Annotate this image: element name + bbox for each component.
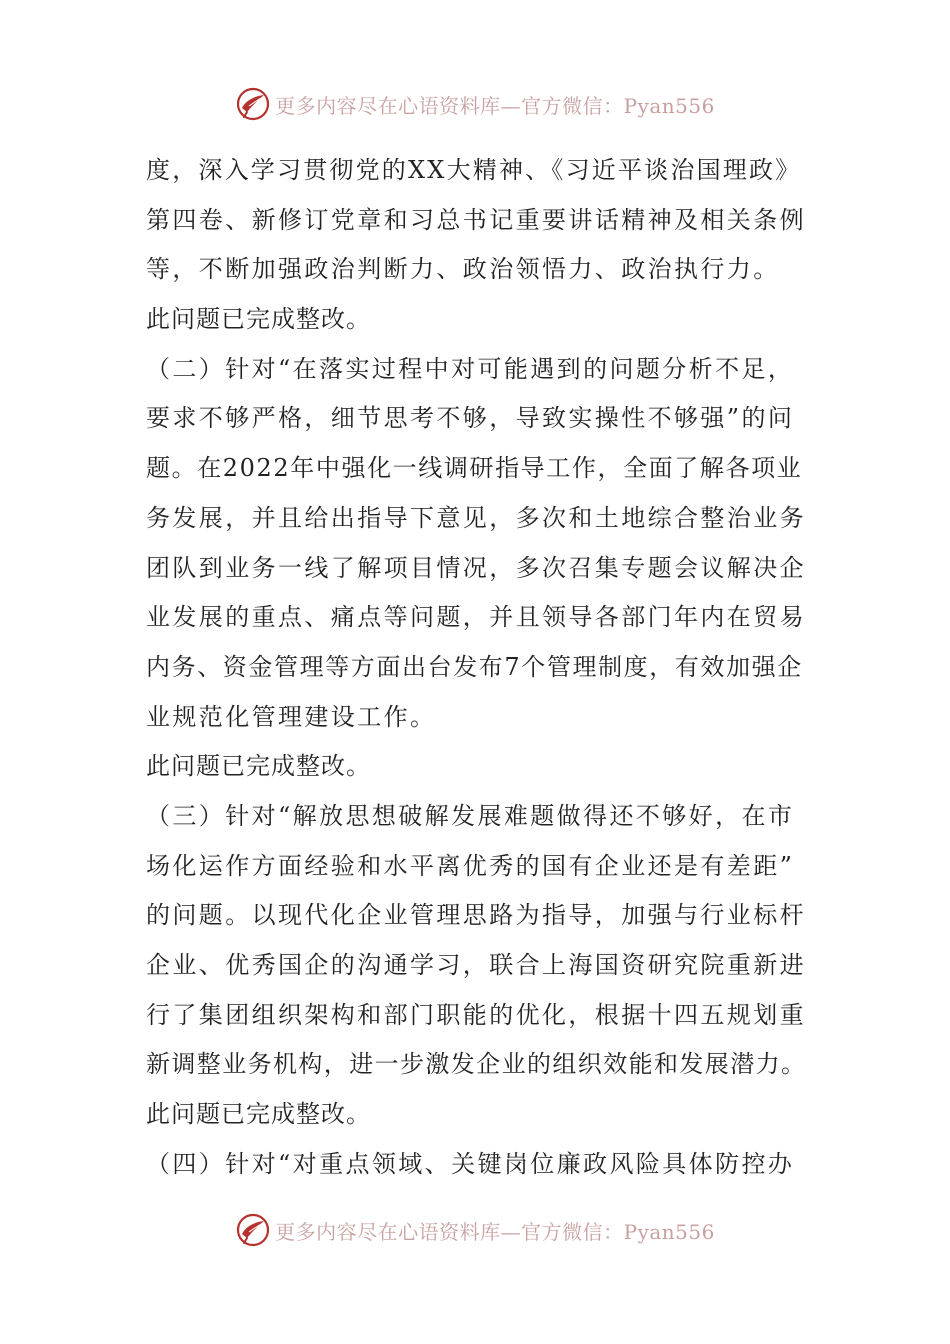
pen-logo-icon <box>235 1212 271 1248</box>
status-line: 此问题已完成整改。 <box>146 305 371 334</box>
text-line: 企业、优秀国企的沟通学习，联合上海国资研究院重新进 <box>146 951 806 979</box>
text-line: 新调整业务机构，进一步激发企业的组织效能和发展潜力。 <box>146 1050 807 1079</box>
text-line: 等，不断加强政治判断力、政治领悟力、政治执行力。 <box>146 255 780 284</box>
watermark-text: 更多内容尽在心语资料库—官方微信：Pyan556 <box>275 1219 715 1244</box>
text-line: 业规范化管理建设工作。 <box>146 702 437 731</box>
text-line: 的问题。以现代化企业管理思路为指导，加强与行业标杆 <box>146 901 806 930</box>
text-line: 第四卷、新修订党章和习总书记重要讲话精神及相关条例 <box>146 205 806 234</box>
document-body <box>146 146 806 1189</box>
text-line: 度，深入学习贯彻党的XX大精神、《习近平谈治国理政》 <box>146 156 802 184</box>
text-line: 内务、资金管理等方面出台发布7个管理制度，有效加强企 <box>146 652 803 681</box>
status-line: 此问题已完成整改。 <box>146 752 371 781</box>
text-line: 业发展的重点、痛点等问题，并且领导各部门年内在贸易 <box>146 603 806 632</box>
pen-logo-icon <box>235 86 271 122</box>
text-line: （三）针对“解放思想破解发展难题做得还不够好，在市 <box>146 801 795 830</box>
text-line: （四）针对“对重点领域、关键岗位廉政风险具体防控办 <box>146 1149 795 1178</box>
text-line: 题。在2022年中强化一线调研指导工作，全面了解各项业 <box>146 454 803 483</box>
text-line: 要求不够严格，细节思考不够，导致实操性不够强”的问 <box>146 404 795 433</box>
status-line: 此问题已完成整改。 <box>146 1100 371 1129</box>
text-line: 务发展，并且给出指导下意见，多次和土地综合整治业务 <box>146 503 806 532</box>
text-line: 团队到业务一线了解项目情况，多次召集专题会议解决企 <box>146 553 806 582</box>
header-watermark <box>0 84 950 124</box>
text-line: 场化运作方面经验和水平离优秀的国有企业还是有差距” <box>146 851 795 880</box>
watermark-text: 更多内容尽在心语资料库—官方微信：Pyan556 <box>275 93 715 118</box>
text-line: （二）针对“在落实过程中对可能遇到的问题分析不足， <box>146 354 795 383</box>
text-line: 行了集团组织架构和部门职能的优化，根据十四五规划重 <box>146 1000 806 1029</box>
footer-watermark <box>0 1210 950 1250</box>
